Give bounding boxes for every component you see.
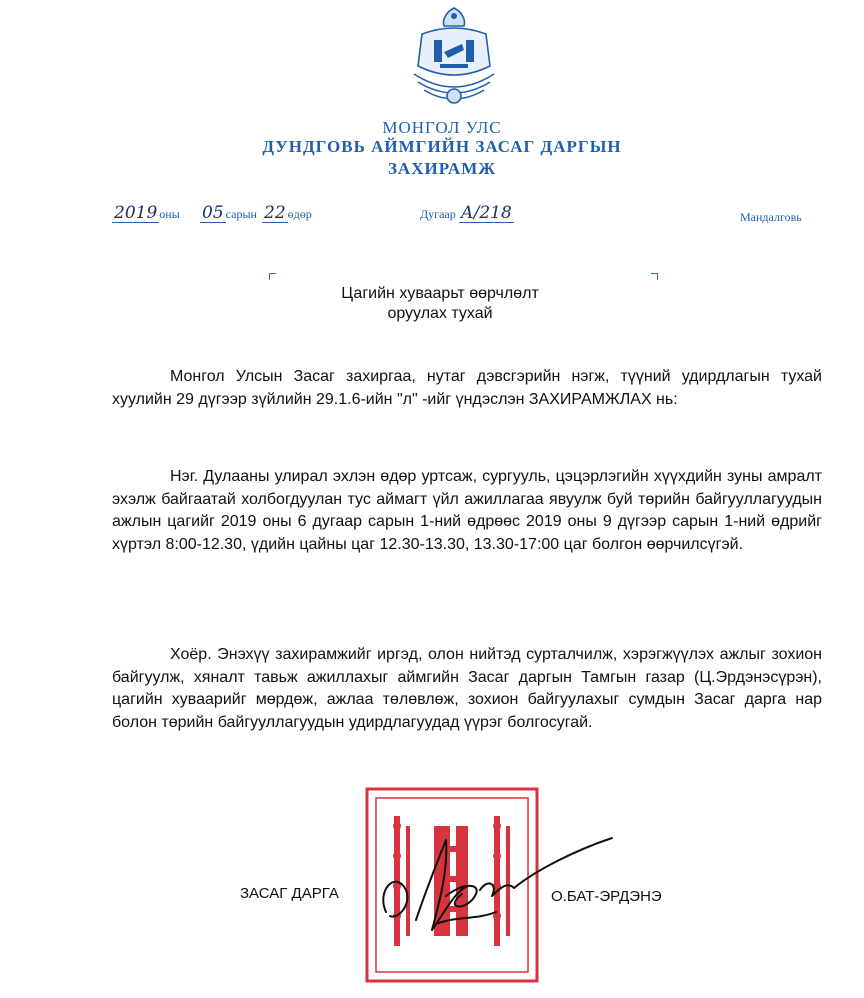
- clause-one-text: Нэг. Дулааны улирал эхлэн өдөр уртсаж, сургууль, цэцэрлэгийн хүүхдийн зуны амралт эхэлж байгаатай холбогдуулан тус аймагт үйл ажиллагаа явуулж буй төрийн байгууллагуудын ажлын цагийг 2019 оны 6 дугаар сарын 1-ний өдрөөс 2019 оны 9 дүгээр сарын 1-ний өдрийг хүртэл 8:00-12.30, үдийн цайны цаг 12.30-13.30, 13.30-17:00 цаг болгон өөрчилсүгэй.: [112, 468, 822, 553]
- signatory-name: О.БАТ-ЭРДЭНЭ: [551, 888, 662, 905]
- subject-corner-left: [269, 273, 276, 280]
- handwritten-signature: [376, 820, 616, 950]
- subject-line-2: оруулах тухай: [387, 305, 493, 322]
- subject-line-1: Цагийн хуваарьт өөрчлөлт: [341, 285, 539, 302]
- document-number-label: Дугаар: [420, 207, 456, 221]
- issuing-office: ДУНДГОВЬ АЙМГИЙН ЗАСАГ ДАРГЫН: [262, 137, 622, 156]
- date-month-value: 05: [202, 203, 224, 223]
- date-year: [112, 204, 180, 223]
- subject-corner-right: [651, 273, 658, 280]
- state-emblem-icon: [404, 4, 504, 112]
- clause-two-paragraph: [112, 644, 822, 734]
- clause-one-paragraph: [112, 466, 822, 556]
- date-day: [262, 204, 312, 223]
- document-number-value: А/218: [460, 203, 512, 223]
- date-month-label: сарын: [225, 207, 257, 221]
- document-number: [420, 204, 514, 223]
- date-year-label: оны: [159, 207, 180, 221]
- clause-two-text: Хоёр. Энэхүү захирамжийг иргэд, олон нийтэд сурталчилж, хэрэгжүүлэх ажлыг зохион байгуулж, хяналт тавьж ажиллахыг аймгийн Засаг даргын Тамгын газар (Ц.Эрдэнэсүрэн), цагийн хуваарийг мөрдөж, ажлаа төлөвлөж, зохион байгуулахыг сумдын Засаг дарга нар болон төрийн байгууллагуудын удирдлагуудад үүрэг болгосугай.: [112, 646, 822, 731]
- issue-place: Мандалговь: [740, 210, 802, 224]
- signatory-title: ЗАСАГ ДАРГА: [240, 885, 339, 902]
- document-type: ЗАХИРАМЖ: [387, 159, 497, 178]
- date-month: [200, 204, 257, 223]
- country-name: МОНГОЛ УЛС: [382, 118, 502, 137]
- preamble-paragraph: [112, 366, 822, 411]
- preamble-text: Монгол Улсын Засаг захиргаа, нутаг дэвсгэрийн нэгж, түүний удирдлагын тухай хуулийн 29 дүгээр зүйлийн 29.1.6-ийн "л" -ийг үндэслэн ЗАХИРАМЖЛАХ нь:: [112, 368, 822, 408]
- date-day-label: өдөр: [287, 207, 312, 221]
- date-day-value: 22: [264, 203, 286, 223]
- date-year-value: 2019: [114, 203, 158, 223]
